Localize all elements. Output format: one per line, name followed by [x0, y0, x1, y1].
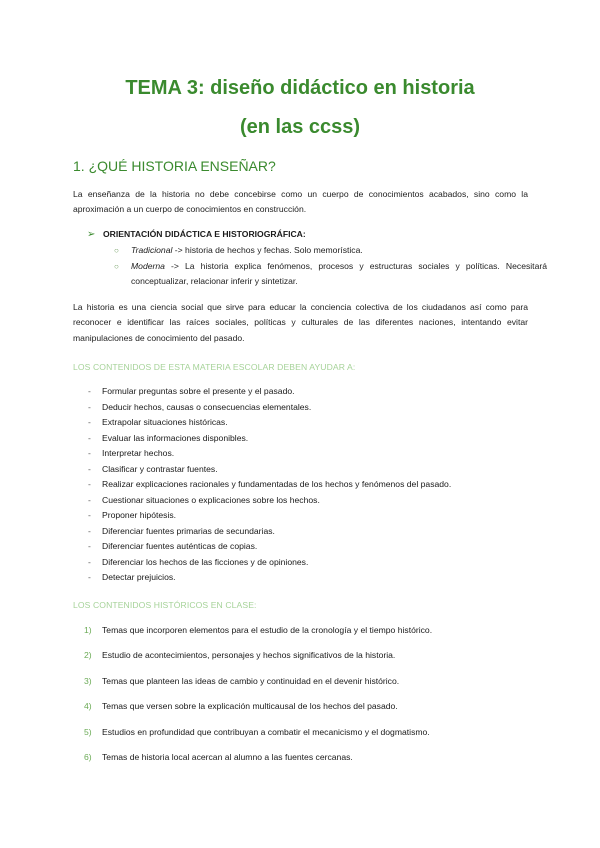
orientation-term: Moderna	[131, 261, 165, 271]
orientation-text: -> historia de hechos y fechas. Solo memorística.	[172, 245, 363, 255]
list-item: - Extrapolar situaciones históricas.	[88, 417, 228, 427]
list-item: - Deducir hechos, causas o consecuencias elementales.	[88, 401, 312, 412]
list-item: - Cuestionar situaciones o explicaciones sobre los hechos.	[88, 494, 320, 505]
circle-bullet-icon: ○	[114, 246, 119, 255]
circle-bullet-icon: ○	[114, 262, 119, 271]
list-item: - Proponer hipótesis.	[88, 510, 177, 520]
list-item: - Diferenciar fuentes auténticas de copias.	[88, 541, 258, 551]
document-title: TEMA 3: diseño didáctico en historia	[125, 77, 475, 99]
contents-help-list	[88, 384, 548, 586]
orientation-text: -> La historia explica fenómenos, procesos y estructuras sociales y políticas. Necesitará conceptualizar, relacionar inferir y sintetizar.	[131, 261, 547, 286]
list-item: - Realizar explicaciones racionales y fundamentadas de los hechos y fenómenos del pasado.	[88, 479, 452, 489]
orientation-label: ORIENTACIÓN DIDÁCTICA E HISTORIOGRÁFICA:	[103, 229, 306, 239]
historical-contents-heading: LOS CONTENIDOS HISTÓRICOS EN CLASE:	[73, 600, 257, 610]
contents-help-heading: LOS CONTENIDOS DE ESTA MATERIA ESCOLAR DEBEN AYUDAR A:	[73, 362, 356, 372]
list-item: 2) Estudio de acontecimientos, personajes y hechos significativos de la historia.	[84, 650, 396, 661]
arrow-bullet-icon: ➢	[87, 229, 96, 240]
orientation-term: Tradicional	[131, 245, 173, 255]
history-paragraph: La historia es una ciencia social que sirve para educar la conciencia colectiva de los ciudadanos así como para reconocer e identificar las raíces sociales, políticas y culturales de las diferentes naciones, intentando evitar manipulaciones de conocimiento del pasado.	[73, 302, 528, 343]
list-item: - Detectar prejuicios.	[88, 572, 176, 582]
list-item: 1) Temas que incorporen elementos para el estudio de la cronología y el tiempo histórico.	[84, 625, 433, 635]
list-item: 4) Temas que versen sobre la explicación multicausal de los hechos del pasado.	[84, 701, 398, 712]
document-subtitle: (en las ccss)	[239, 116, 361, 138]
list-item: 3) Temas que planteen las ideas de cambio y continuidad en el devenir histórico.	[84, 675, 400, 686]
historical-contents-list	[84, 623, 544, 775]
list-item: - Interpretar hechos.	[88, 448, 175, 458]
intro-paragraph: La enseñanza de la historia no debe concebirse como un cuerpo de conocimientos acabados, sino como la aproximación a un cuerpo de conocimientos en construcción.	[73, 189, 528, 215]
section-heading: 1. ¿QUÉ HISTORIA ENSEÑAR?	[73, 158, 276, 174]
list-item: - Evaluar las informaciones disponibles.	[88, 432, 249, 443]
list-item: - Formular preguntas sobre el presente y el pasado.	[88, 386, 295, 396]
list-item: 5) Estudios en profundidad que contribuyan a combatir el mecanicismo y el dogmatismo.	[84, 726, 430, 737]
list-item: - Clasificar y contrastar fuentes.	[88, 463, 218, 474]
list-item: 6) Temas de historia local acercan al alumno a las fuentes cercanas.	[84, 751, 353, 762]
list-item: - Diferenciar los hechos de las ficciones y de opiniones.	[88, 556, 309, 567]
list-item: - Diferenciar fuentes primarias de secundarias.	[88, 525, 275, 536]
